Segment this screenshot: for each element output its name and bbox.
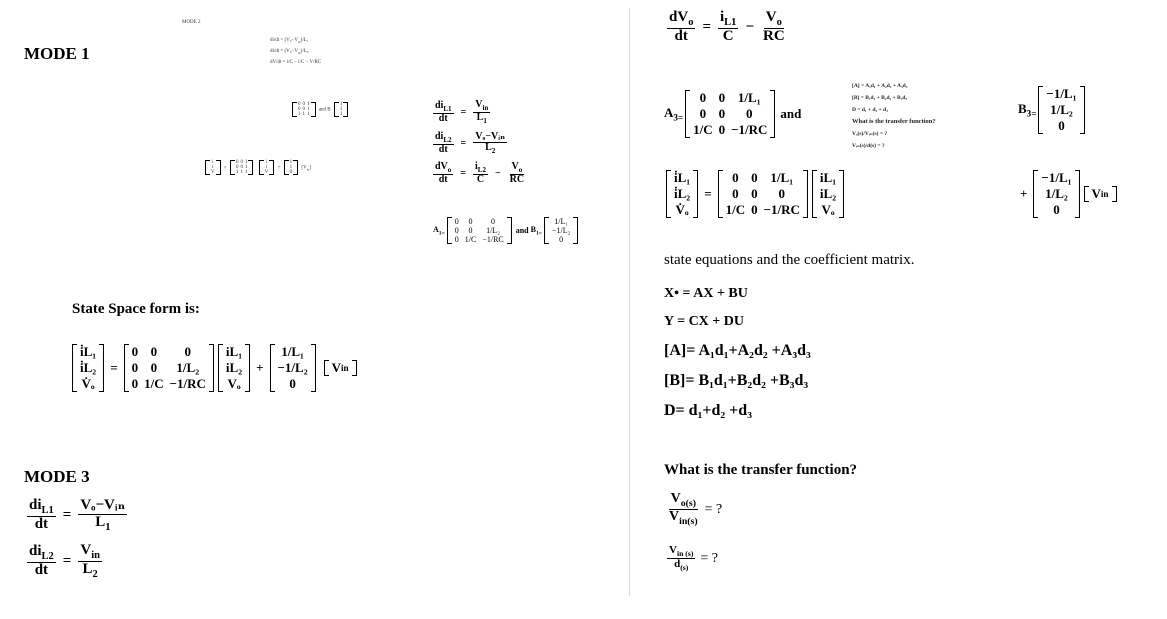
state-caption — [664, 252, 914, 269]
mode2-caption — [182, 20, 200, 25]
mini-note: [B] = B₁d₁ + B₂d₂ + B₃d₃ — [852, 95, 908, 101]
transfer-fn-2: $\frac{V_{in (s)}}{d_{(s)}}$ = ? — [669, 544, 719, 573]
right-state-equation: i̇L₁ i̇L₂ V̇ₒ = 0 0 1/L₁ 0 0 0 1/C 0 −1/RC iL₁ iL₂ Vₒ — [664, 170, 846, 218]
mini-note: Vₒ(s)/Vᵢₙ(s) = ? — [852, 131, 888, 137]
right-state-derivative-vector: i̇L₁ i̇L₂ V̇ₒ — [666, 170, 698, 218]
system-equations — [664, 280, 748, 336]
state-caption-text: state equations and the coefficient matrix. — [664, 252, 915, 268]
mode1-eq2: $\frac{di_{L2}}{dt}$ = $\frac{\text{Vₒ−Vᵢₙ}}{L_2}$ — [435, 130, 506, 156]
right-state-input-part: + −1/L₁ 1/L₂ 0 V in — [1016, 170, 1119, 218]
mini-note: Vᵢₙ(s)/d(s) = ? — [852, 143, 885, 149]
mode1-equations — [430, 100, 529, 185]
transfer-question-text: What is the transfer function? — [664, 462, 858, 478]
mode3-equations — [24, 498, 130, 580]
left-state-a-matrix: 0 0 0 0 0 1/L₂ 0 1/C −1/RC — [124, 344, 214, 392]
mini-notes — [852, 80, 936, 152]
eq-a-avg: [A]= A₁d₁+A₂d₂ +A₃d₃ — [664, 342, 811, 359]
mode2-mini-state: i i V = 0 0 1 0 0 1 1 1 1 i i V + 1 1 0 $[V_{in}]$ — [203, 160, 311, 175]
mode3-eq2: $\frac{di_{L2}}{dt}$ = $\frac{V_{in}}{L_2}$ — [29, 541, 100, 580]
eq-x: X• = AX + BU — [664, 286, 748, 301]
mode2-caption-text: MODE 2 — [182, 20, 201, 25]
eq-y: Y = CX + DU — [664, 314, 744, 329]
mode1-title-text: MODE 1 — [24, 44, 90, 63]
mode1-eq1: $\frac{di_{L1}}{dt}$ = $\frac{V_{in}}{L_1}$ — [435, 99, 489, 126]
right-top-equation: $\frac{dV_o}{dt}$ = $\frac{i_{L1}}{C}$ − $\frac{V_o}{RC}$ — [669, 9, 785, 45]
mini-note: [A] = A₁d₁ + A₂d₂ + A₃d₃ — [852, 83, 908, 89]
averaged-matrices — [664, 336, 811, 426]
a3-matrix-block: $A_{3=}$ 0 0 1/L₁ 0 0 0 1/C 0 −1/RC and — [664, 90, 802, 137]
mini-note: D = d₁ + d₂ + d₃ — [852, 107, 888, 113]
left-state-x-vector: iL₁ iL₂ Vₒ — [218, 344, 250, 392]
state-space-title-text: State Space form is: — [72, 301, 200, 317]
eq-d-avg: D= d₁+d₂ +d₃ — [664, 402, 752, 419]
right-state-input: V in — [1084, 186, 1117, 202]
state-space-title — [72, 301, 200, 318]
left-state-equation: i̇L₁ i̇L₂ V̇ₒ = 0 0 0 0 0 1/L₂ 0 1/C −1/RC iL₁ iL₂ Vₒ + 1/L₁ −1/L₂ 0 V in — [70, 344, 359, 392]
mode1-title — [24, 44, 90, 64]
b3-matrix: −1/L₁ 1/L₂ 0 — [1038, 86, 1084, 134]
mode3-eq1: $\frac{di_{L1}}{dt}$ = $\frac{\text{Vₒ−Vᵢₙ}}{L_1}$ — [29, 497, 126, 533]
mode1-eq3: $\frac{dV_o}{dt}$ = $\frac{i_{L2}}{C}$ − $\frac{V_o}{RC}$ — [435, 160, 525, 185]
transfer-question — [664, 462, 857, 479]
column-divider — [629, 8, 630, 596]
right-state-x-vector: iL₁ iL₂ Vₒ — [812, 170, 844, 218]
mode3-title-text: MODE 3 — [24, 467, 90, 486]
transfer-fn-1: $\frac{V_{o(s)}}{V_{in(s)}}$ = ? — [669, 491, 723, 527]
right-state-b-vector: −1/L₁ 1/L₂ 0 — [1033, 170, 1079, 218]
a1-b1-matrices: $A_{1=}$ 0 0 0 0 0 1/L₂ 0 1/C −1/RC and $B_{1=}$ 1/L₁ −1/L₂ 0 — [433, 217, 580, 244]
a3-matrix: 0 0 1/L₁ 0 0 0 1/C 0 −1/RC — [685, 90, 775, 138]
left-state-input: V in — [324, 360, 357, 376]
mode2-mini-matrix: 0 0 1 0 0 1 1 1 1 and B 1 1 1 — [290, 102, 350, 117]
mini-note: What is the transfer function? — [852, 118, 936, 125]
right-state-a-matrix: 0 0 1/L₁ 0 0 0 1/C 0 −1/RC — [718, 170, 808, 218]
eq-b-avg: [B]= B₁d₁+B₂d₂ +B₃d₃ — [664, 372, 809, 389]
a1-matrix: 0 0 0 0 0 1/L₂ 0 1/C −1/RC — [447, 217, 512, 244]
mode3-title — [24, 467, 90, 487]
left-state-derivative-vector: i̇L₁ i̇L₂ V̇ₒ — [72, 344, 104, 392]
b1-matrix: 1/L₁ −1/L₂ 0 — [544, 217, 578, 244]
left-state-b-vector: 1/L₁ −1/L₂ 0 — [270, 344, 316, 392]
mode2-mini-equations: $di/dt = (V_0-V_{in})/L_1$ $di/dt = (V_0-V_{in})/L_2$ dV/dt = i/C − i/C − V/RC — [270, 38, 322, 65]
b3-matrix-block: $B_{3=}$ −1/L₁ 1/L₂ 0 — [1018, 86, 1087, 134]
